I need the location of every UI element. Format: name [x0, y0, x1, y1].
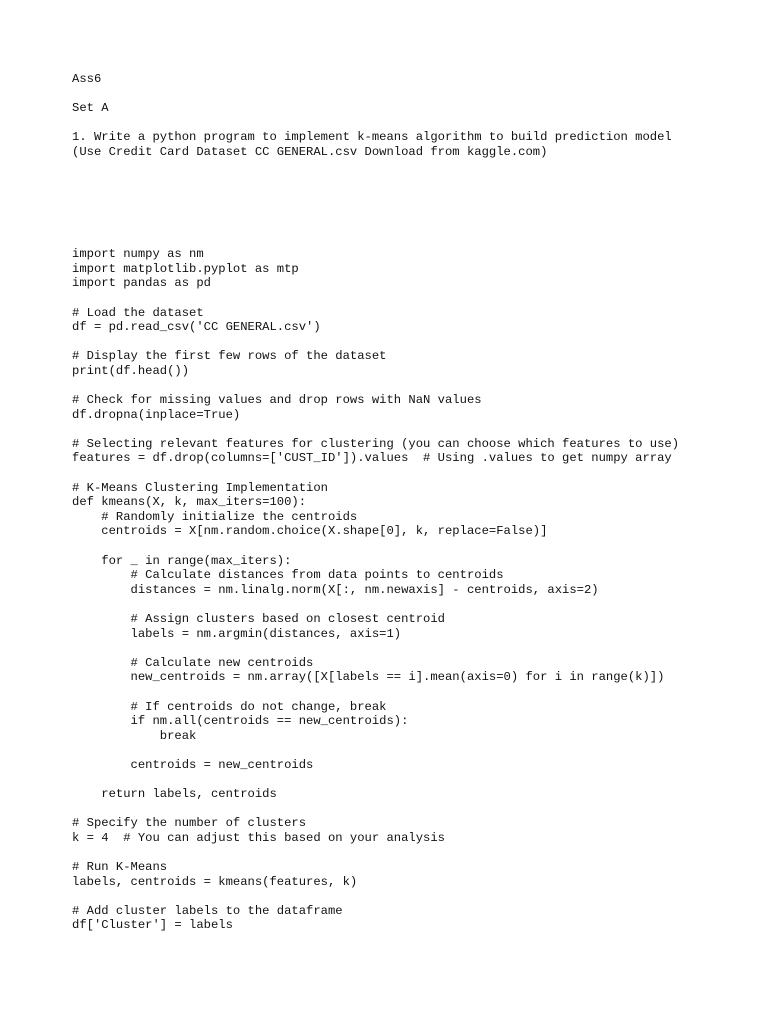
code-line: def kmeans(X, k, max_iters=100):: [72, 495, 307, 510]
code-line: [72, 685, 752, 700]
code-line: [72, 743, 752, 758]
code-line: # Specify the number of clusters: [72, 816, 307, 831]
code-line: # K-Means Clustering Implementation: [72, 480, 328, 495]
code-line: # Selecting relevant features for clustering (you can choose which features to use): [72, 436, 680, 451]
code-line: if nm.all(centroids == new_centroids):: [72, 714, 409, 729]
code-line: # Randomly initialize the centroids: [72, 509, 358, 524]
code-line: # Display the first few rows of the dataset: [72, 349, 387, 364]
set-label: Set A: [72, 101, 109, 116]
assignment-title: Ass6: [72, 72, 102, 86]
code-line: [72, 773, 752, 788]
code-line: for _ in range(max_iters):: [72, 553, 292, 568]
document-body: [72, 72, 752, 933]
code-line: df.dropna(inplace=True): [72, 407, 241, 422]
code-line: # Check for missing values and drop rows with NaN values: [72, 393, 482, 408]
code-line: df['Cluster'] = labels: [72, 918, 233, 933]
code-line: [72, 539, 752, 554]
blank-line: [72, 87, 752, 102]
question-text: 1. Write a python program to implement k-means algorithm to build prediction model: [72, 130, 672, 145]
code-line: centroids = X[nm.random.choice(X.shape[0], k, replace=False)]: [72, 524, 548, 539]
code-line: # Assign clusters based on closest centroid: [72, 612, 445, 626]
code-line: [72, 802, 752, 817]
code-line: # Add cluster labels to the dataframe: [72, 903, 343, 918]
code-line: centroids = new_centroids: [72, 757, 314, 772]
code-line: [72, 889, 752, 904]
code-line: [72, 379, 752, 394]
code-line: [72, 641, 752, 656]
code-line: import matplotlib.pyplot as mtp: [72, 261, 299, 276]
code-line: labels, centroids = kmeans(features, k): [72, 874, 358, 889]
code-line: import pandas as pd: [72, 276, 211, 291]
code-line: import numpy as nm: [72, 247, 204, 262]
code-line: print(df.head()): [72, 363, 190, 378]
code-line: distances = nm.linalg.norm(X[:, nm.newaxis] - centroids, axis=2): [72, 582, 599, 597]
code-line: new_centroids = nm.array([X[labels == i].mean(axis=0) for i in range(k)]): [72, 670, 665, 685]
code-line: labels = nm.argmin(distances, axis=1): [72, 626, 402, 641]
code-line: break: [72, 728, 197, 743]
code-line: # If centroids do not change, break: [72, 699, 387, 714]
blank-line: [72, 116, 752, 131]
code-line: # Load the dataset: [72, 305, 204, 320]
code-line: features = df.drop(columns=['CUST_ID']).values # Using .values to get numpy array: [72, 451, 672, 466]
code-line: # Calculate new centroids: [72, 655, 314, 670]
question-note: (Use Credit Card Dataset CC GENERAL.csv Download from kaggle.com): [72, 144, 548, 159]
code-line: df = pd.read_csv('CC GENERAL.csv'): [72, 320, 321, 335]
code-line: k = 4 # You can adjust this based on your analysis: [72, 830, 445, 845]
code-line: [72, 846, 752, 861]
code-line: [72, 597, 752, 612]
section-spacer: [72, 160, 752, 248]
code-block: [72, 247, 752, 933]
code-line: return labels, centroids: [72, 787, 277, 802]
code-line: # Calculate distances from data points to centroids: [72, 568, 504, 583]
code-line: # Run K-Means: [72, 860, 168, 875]
assignment-header: [72, 72, 752, 160]
code-line: [72, 335, 752, 350]
code-line: [72, 291, 752, 306]
code-line: [72, 422, 752, 437]
code-line: [72, 466, 752, 481]
